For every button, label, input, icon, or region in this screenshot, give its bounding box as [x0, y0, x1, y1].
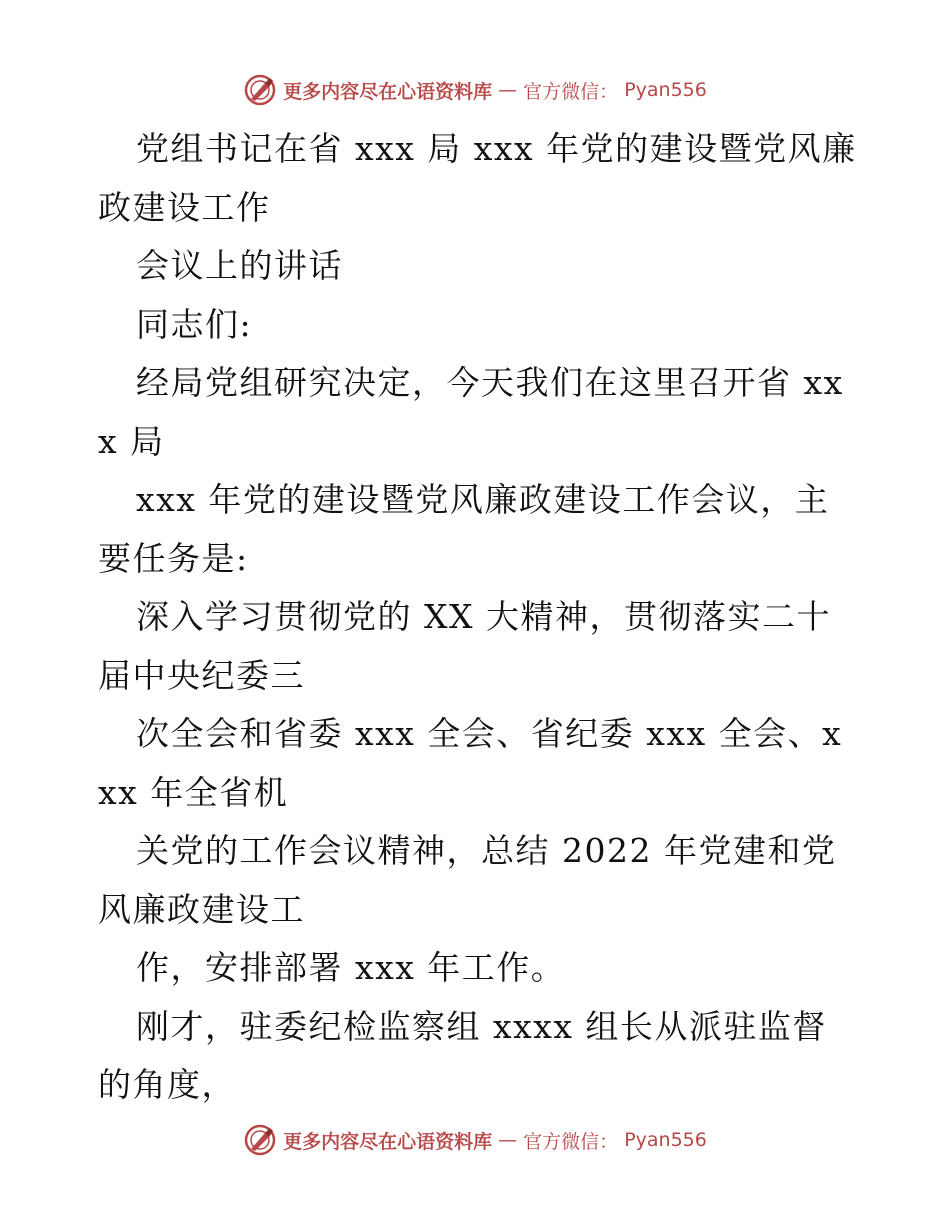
document-body: [98, 120, 858, 1115]
pen-nib-logo-icon: [243, 73, 277, 107]
watermark-wechat-label: 官方微信：: [523, 1130, 619, 1153]
paragraph-body: 刚才，驻委纪检监察组 xxxx 组长从派驻监督的角度，: [98, 1006, 827, 1104]
paragraph-body: xxx 年党的建设暨党风廉政建设工作会议，主要任务是:: [98, 480, 830, 578]
watermark-separator: —: [498, 1129, 518, 1151]
watermark-separator: —: [498, 79, 518, 101]
paragraph-title-cont: 会议上的讲话: [136, 246, 343, 285]
paragraph-body: 经局党组研究决定，今天我们在这里召开省 xxx 局: [98, 363, 844, 461]
paragraph-body: 深入学习贯彻党的 XX 大精神，贯彻落实二十届中央纪委三: [98, 597, 831, 695]
paragraph-title: 党组书记在省 xxx 局 xxx 年党的建设暨党风廉政建设工作: [98, 129, 857, 227]
paragraph-salutation: 同志们:: [136, 304, 253, 344]
paragraph-body: 作，安排部署 xxx 年工作。: [136, 948, 566, 987]
pen-nib-logo-icon: [243, 1123, 277, 1157]
watermark-wechat-label: 官方微信：: [523, 80, 619, 103]
paragraph-body: 次全会和省委 xxx 全会、省纪委 xxx 全会、xxx 年全省机: [98, 714, 843, 812]
watermark-brand-text: 更多内容尽在心语资料库: [283, 1130, 493, 1153]
watermark-banner-top: [0, 70, 950, 110]
watermark-wechat-id: Pyan556: [624, 1129, 707, 1151]
watermark-banner-bottom: [0, 1120, 950, 1160]
watermark-wechat-id: Pyan556: [624, 79, 707, 101]
watermark-brand-text: 更多内容尽在心语资料库: [283, 80, 493, 103]
paragraph-body: 关党的工作会议精神，总结 2022 年党建和党风廉政建设工: [98, 831, 837, 929]
